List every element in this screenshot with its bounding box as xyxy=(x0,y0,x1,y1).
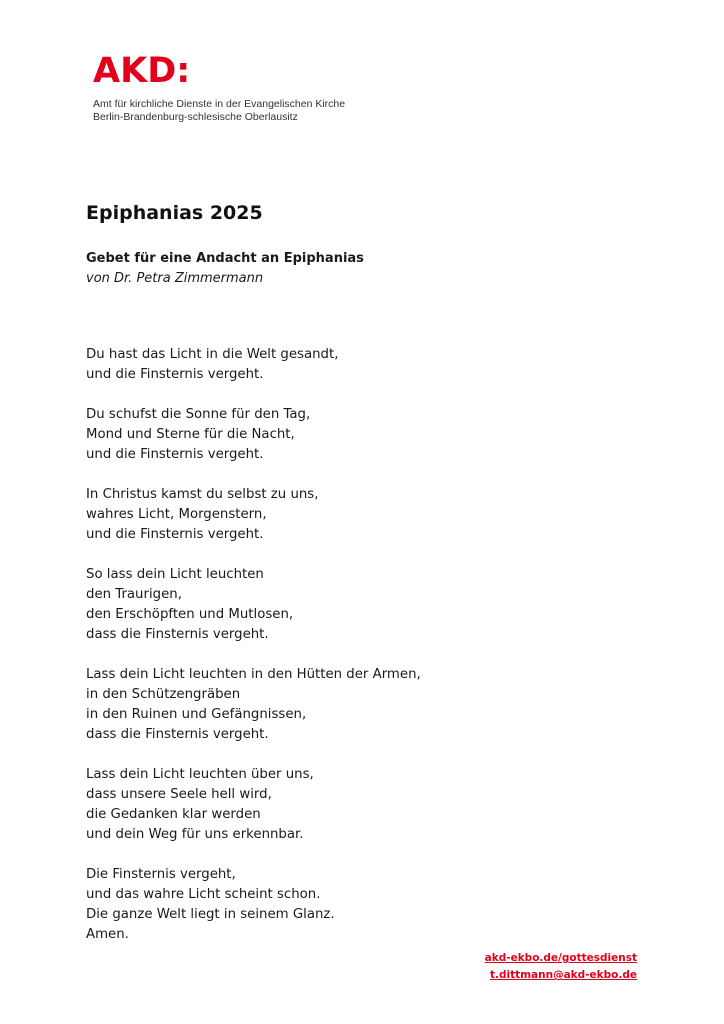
prayer-line: und die Finsternis vergeht. xyxy=(86,367,264,382)
prayer-line: in den Ruinen und Gefängnissen, xyxy=(86,707,307,722)
akd-logo: AKD: xyxy=(93,51,191,91)
prayer-line: in den Schützengräben xyxy=(86,687,241,702)
prayer-line: dass die Finsternis vergeht. xyxy=(86,727,269,742)
prayer-line: den Erschöpften und Mutlosen, xyxy=(86,607,294,622)
prayer-stanza xyxy=(86,665,486,745)
prayer-line: Lass dein Licht leuchten über uns, xyxy=(86,767,314,782)
prayer-line: So lass dein Licht leuchten xyxy=(86,567,264,582)
prayer-line: die Gedanken klar werden xyxy=(86,807,261,822)
prayer-line: Lass dein Licht leuchten in den Hütten der Armen, xyxy=(86,667,421,682)
prayer-line: wahres Licht, Morgenstern, xyxy=(86,507,267,522)
website-link[interactable]: akd-ekbo.de/gottesdienst xyxy=(484,952,637,964)
prayer-line: und die Finsternis vergeht. xyxy=(86,447,264,462)
prayer-line: Du schufst die Sonne für den Tag, xyxy=(86,407,311,422)
email-link[interactable]: t.dittmann@akd-ekbo.de xyxy=(489,969,637,981)
prayer-line: In Christus kamst du selbst zu uns, xyxy=(86,487,319,502)
prayer-line: dass die Finsternis vergeht. xyxy=(86,627,269,642)
prayer-line: den Traurigen, xyxy=(86,587,182,602)
prayer-line: Du hast das Licht in die Welt gesandt, xyxy=(86,347,339,362)
document-title: Epiphanias 2025 xyxy=(86,202,263,224)
prayer-line: Amen. xyxy=(86,927,129,942)
prayer-stanza xyxy=(86,765,486,845)
prayer-line: Die ganze Welt liegt in seinem Glanz. xyxy=(86,907,335,922)
prayer-line: dass unsere Seele hell wird, xyxy=(86,787,272,802)
prayer-stanza xyxy=(86,865,486,945)
footer-links xyxy=(485,950,637,984)
prayer-line: Die Finsternis vergeht, xyxy=(86,867,236,882)
org-line-1: Amt für kirchliche Dienste in der Evangelischen Kirche xyxy=(93,98,346,110)
prayer-line: und das wahre Licht scheint schon. xyxy=(86,887,321,902)
prayer-line: Mond und Sterne für die Nacht, xyxy=(86,427,295,442)
prayer-stanza xyxy=(86,565,486,645)
prayer-line: und die Finsternis vergeht. xyxy=(86,527,264,542)
organization-name xyxy=(93,98,345,124)
document-author: von Dr. Petra Zimmermann xyxy=(86,271,264,286)
prayer-line: und dein Weg für uns erkennbar. xyxy=(86,827,304,842)
prayer-text xyxy=(86,345,486,965)
document-subtitle: Gebet für eine Andacht an Epiphanias xyxy=(86,251,364,266)
org-line-2: Berlin-Brandenburg-schlesische Oberlausitz xyxy=(93,111,298,123)
prayer-stanza xyxy=(86,405,486,465)
prayer-stanza xyxy=(86,485,486,545)
prayer-stanza xyxy=(86,345,486,385)
